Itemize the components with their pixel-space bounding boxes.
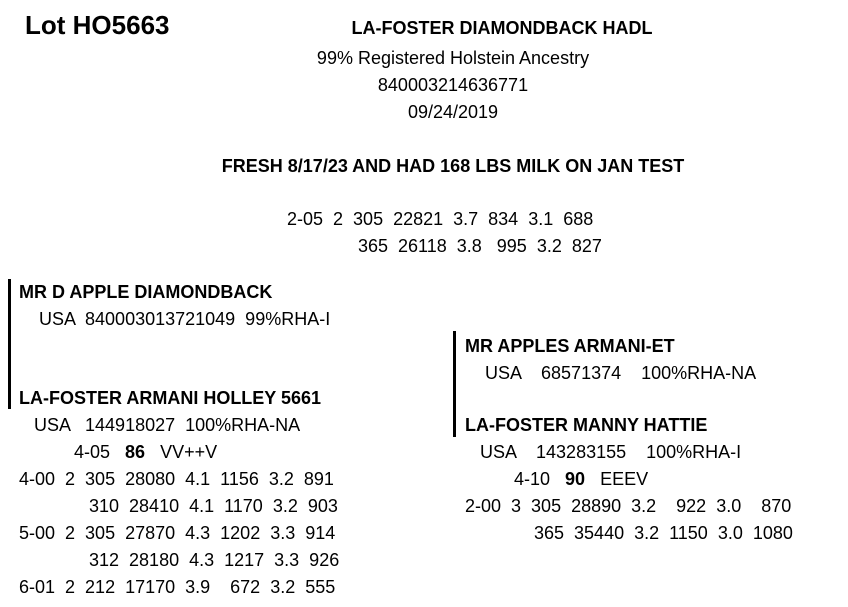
animal-birth-date: 09/24/2019 <box>407 102 499 122</box>
fresh-note: FRESH 8/17/23 AND HAD 168 LBS MILK ON JAN TEST <box>221 156 685 176</box>
granddam-class-age: 4-10 <box>514 469 551 489</box>
maternal-granddam-info: USA 143283155 100%RHA-I <box>480 442 742 462</box>
animal-ancestry: 99% Registered Holstein Ancestry <box>316 48 590 68</box>
dam-score: 86 <box>125 442 146 462</box>
dam-classification <box>74 441 217 463</box>
dam-record-4: 312 28180 4.3 1217 3.3 926 <box>89 550 340 570</box>
dam-record-3: 5-00 2 305 27870 4.3 1202 3.3 914 <box>19 523 336 543</box>
granddam-score: 90 <box>565 469 586 489</box>
pedigree-bracket-left <box>8 279 11 409</box>
maternal-granddam-classification <box>514 468 648 490</box>
lot-number: Lot HO5663 <box>25 10 170 40</box>
dam-grade: VV++V <box>160 442 218 462</box>
sire-name: MR D APPLE DIAMONDBACK <box>19 282 273 302</box>
animal-record-1: 2-05 2 305 22821 3.7 834 3.1 688 <box>287 209 594 229</box>
animal-id: 840003214636771 <box>377 75 529 95</box>
granddam-grade: EEEV <box>600 469 649 489</box>
maternal-grandsire-info: USA 68571374 100%RHA-NA <box>485 363 757 383</box>
animal-record-2: 365 26118 3.8 995 3.2 827 <box>358 236 602 256</box>
granddam-record-2: 365 35440 3.2 1150 3.0 1080 <box>534 523 793 543</box>
dam-record-2: 310 28410 4.1 1170 3.2 903 <box>89 496 338 516</box>
maternal-granddam-name: LA-FOSTER MANNY HATTIE <box>465 415 708 435</box>
dam-record-1: 4-00 2 305 28080 4.1 1156 3.2 891 <box>19 469 334 489</box>
dam-class-age: 4-05 <box>74 442 111 462</box>
animal-name: LA-FOSTER DIAMONDBACK HADL <box>351 18 653 38</box>
sire-info: USA 840003013721049 99%RHA-I <box>39 309 331 329</box>
granddam-record-1: 2-00 3 305 28890 3.2 922 3.0 870 <box>465 496 792 516</box>
pedigree-bracket-right <box>453 331 456 437</box>
dam-info: USA 144918027 100%RHA-NA <box>34 415 301 435</box>
maternal-grandsire-name: MR APPLES ARMANI-ET <box>465 336 675 356</box>
dam-record-5: 6-01 2 212 17170 3.9 672 3.2 555 <box>19 577 336 597</box>
dam-name: LA-FOSTER ARMANI HOLLEY 5661 <box>19 388 322 408</box>
